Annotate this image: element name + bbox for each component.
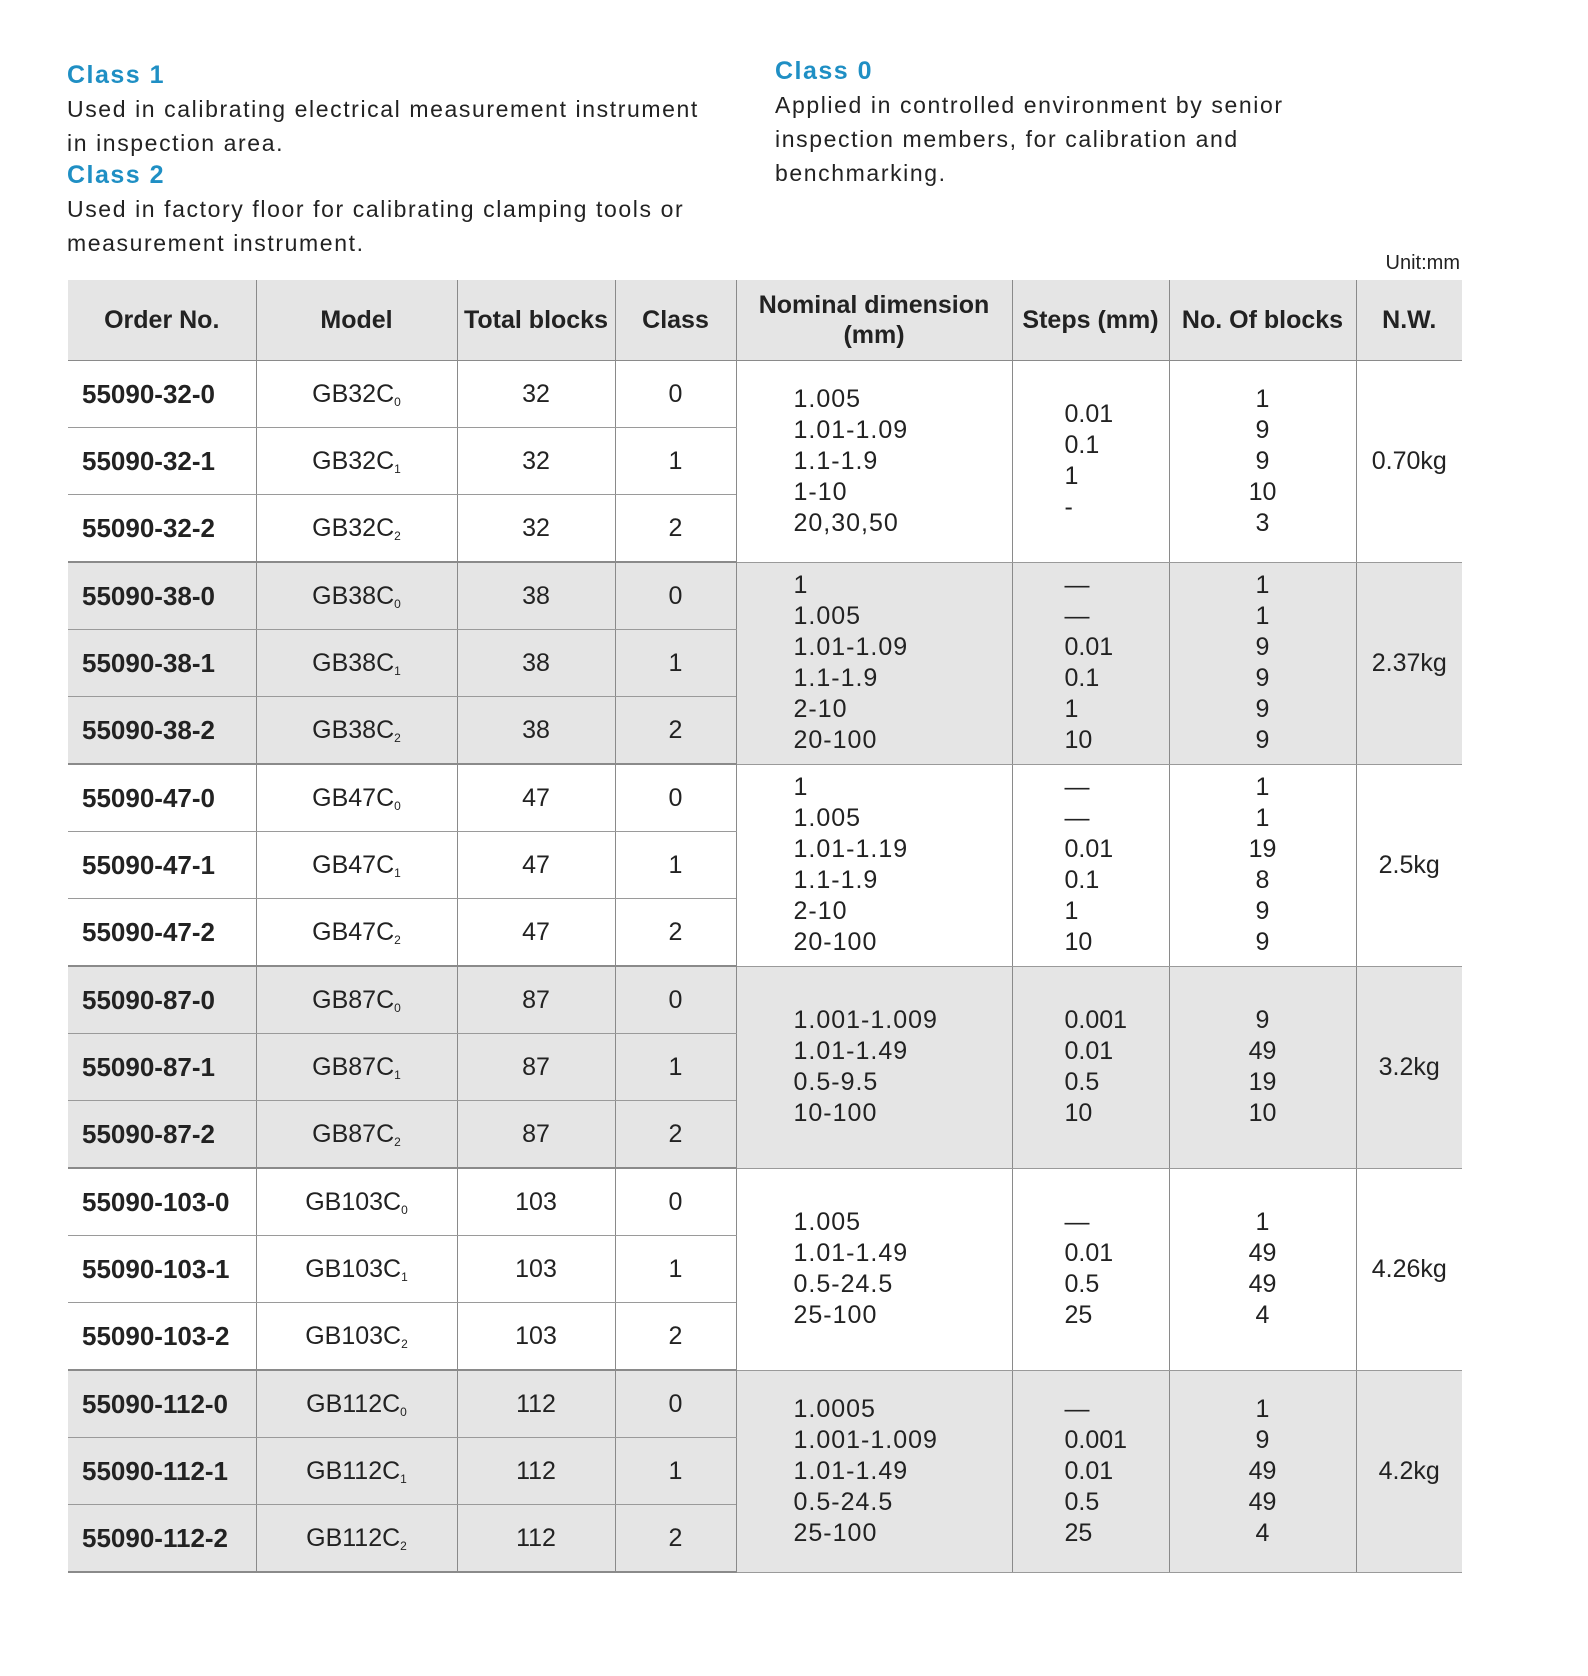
- total-blocks-cell: 47: [457, 832, 615, 899]
- model-cell: [256, 1236, 457, 1303]
- step-value: 1: [1064, 695, 1079, 723]
- total-blocks-cell: 38: [457, 630, 615, 697]
- steps-cell: [1012, 562, 1169, 764]
- net-weight-cell: 4.26kg: [1356, 1168, 1462, 1370]
- total-blocks-cell: 38: [457, 697, 615, 765]
- class-cell: 0: [615, 1370, 736, 1438]
- model-name: GB32C: [312, 513, 395, 542]
- model-class-subscript: 2: [394, 932, 401, 947]
- model-class-subscript: 0: [394, 394, 401, 409]
- order-no-cell: 55090-32-2: [68, 495, 256, 563]
- no-of-blocks-cell: [1169, 562, 1356, 764]
- class-cell: 1: [615, 630, 736, 697]
- total-blocks-cell: 87: [457, 1101, 615, 1169]
- header-total-blocks: Total blocks: [457, 280, 615, 361]
- order-no-cell: 55090-38-1: [68, 630, 256, 697]
- model-class-subscript: 1: [394, 1067, 401, 1082]
- total-blocks-cell: 32: [457, 428, 615, 495]
- model-name: GB38C: [312, 648, 395, 677]
- class-cell: 1: [615, 428, 736, 495]
- order-no-cell: 55090-47-1: [68, 832, 256, 899]
- total-blocks-cell: 103: [457, 1236, 615, 1303]
- model-name: GB112C: [306, 1456, 401, 1485]
- block-count-value: 9: [1255, 726, 1270, 754]
- nominal-dimension-cell: [736, 361, 1012, 563]
- steps-cell: [1012, 1168, 1169, 1370]
- model-cell: [256, 428, 457, 495]
- no-of-blocks-cell: [1169, 764, 1356, 966]
- total-blocks-cell: 112: [457, 1505, 615, 1573]
- model-name: GB87C: [312, 985, 395, 1014]
- header-model: Model: [256, 280, 457, 361]
- step-value: 0.5: [1064, 1487, 1100, 1516]
- class-cell: 0: [615, 1168, 736, 1236]
- model-name: GB103C: [305, 1321, 402, 1350]
- class-cell: 2: [615, 697, 736, 765]
- step-value: 10: [1064, 726, 1093, 754]
- model-name: GB87C: [312, 1119, 395, 1148]
- order-no-cell: 55090-103-2: [68, 1303, 256, 1371]
- nominal-dimension-cell: [736, 764, 1012, 966]
- step-value: 25: [1064, 1301, 1093, 1329]
- order-no-cell: 55090-38-2: [68, 697, 256, 765]
- class-cell: 2: [615, 495, 736, 563]
- model-class-subscript: 1: [394, 663, 401, 678]
- step-value: 0.01: [1064, 400, 1114, 429]
- order-no-cell: 55090-87-2: [68, 1101, 256, 1169]
- block-count-value: 19: [1248, 1068, 1277, 1096]
- model-class-subscript: 1: [401, 1269, 408, 1284]
- step-value: —: [1064, 1394, 1090, 1423]
- nominal-dimension-value: 10-100: [793, 1099, 878, 1127]
- nominal-dimension-value: 25-100: [793, 1518, 878, 1547]
- model-cell: [256, 697, 457, 765]
- model-class-subscript: 2: [400, 1538, 407, 1553]
- table-row: [68, 361, 1462, 428]
- order-no-cell: 55090-47-2: [68, 899, 256, 967]
- net-weight-cell: 0.70kg: [1356, 361, 1462, 563]
- model-cell: [256, 899, 457, 967]
- model-class-subscript: 1: [400, 1471, 407, 1486]
- model-name: GB103C: [305, 1187, 402, 1216]
- total-blocks-cell: 103: [457, 1303, 615, 1371]
- block-count-value: 49: [1248, 1487, 1277, 1516]
- step-value: 10: [1064, 1099, 1093, 1127]
- model-class-subscript: 0: [401, 1202, 408, 1217]
- nominal-dimension-cell: [736, 562, 1012, 764]
- no-of-blocks-cell: [1169, 966, 1356, 1168]
- nominal-dimension-value: 1.005: [793, 384, 862, 413]
- nominal-dimension-value: 1.1-1.9: [793, 866, 879, 894]
- block-count-value: 1: [1255, 1394, 1270, 1423]
- model-cell: [256, 1101, 457, 1169]
- block-count-value: 49: [1248, 1456, 1277, 1485]
- step-value: 10: [1064, 928, 1093, 956]
- class-0-title: Class 0: [775, 57, 874, 85]
- model-class-subscript: 2: [394, 730, 401, 745]
- block-count-value: 9: [1255, 446, 1270, 475]
- table-row: [68, 562, 1462, 630]
- step-value: 0.01: [1064, 1239, 1114, 1267]
- block-count-value: 9: [1255, 695, 1270, 723]
- step-value: 0.001: [1064, 1425, 1128, 1454]
- block-count-value: 9: [1255, 928, 1270, 956]
- total-blocks-cell: 87: [457, 1034, 615, 1101]
- nominal-dimension-value: 1: [793, 571, 809, 599]
- order-no-cell: 55090-112-2: [68, 1505, 256, 1573]
- unit-label: Unit:mm: [1385, 252, 1460, 274]
- block-count-value: 4: [1255, 1301, 1270, 1329]
- model-class-subscript: 0: [394, 798, 401, 813]
- model-class-subscript: 0: [400, 1404, 407, 1419]
- class-cell: 0: [615, 764, 736, 832]
- steps-cell: [1012, 764, 1169, 966]
- order-no-cell: 55090-87-0: [68, 966, 256, 1034]
- order-no-cell: 55090-103-1: [68, 1236, 256, 1303]
- nominal-dimension-value: 1.0005: [793, 1394, 876, 1423]
- header-nominal-dimension: Nominal dimension (mm): [736, 280, 1012, 361]
- nominal-dimension-value: 1.001-1.009: [793, 1425, 938, 1454]
- class-cell: 2: [615, 1101, 736, 1169]
- step-value: 0.01: [1064, 835, 1114, 863]
- block-count-value: 49: [1248, 1270, 1277, 1298]
- nominal-dimension-value: 1.005: [793, 804, 862, 832]
- nominal-dimension-value: 20-100: [793, 928, 878, 956]
- order-no-cell: 55090-32-0: [68, 361, 256, 428]
- model-cell: [256, 764, 457, 832]
- model-cell: [256, 1303, 457, 1371]
- class-cell: 1: [615, 1034, 736, 1101]
- block-count-value: 1: [1255, 773, 1270, 801]
- model-name: GB47C: [312, 783, 395, 812]
- order-no-cell: 55090-112-0: [68, 1370, 256, 1438]
- step-value: 1: [1064, 897, 1079, 925]
- nominal-dimension-value: 0.5-24.5: [793, 1487, 894, 1516]
- class-2-note: [67, 158, 707, 260]
- nominal-dimension-value: 2-10: [793, 695, 848, 723]
- order-no-cell: 55090-47-0: [68, 764, 256, 832]
- steps-cell: [1012, 1370, 1169, 1572]
- nominal-dimension-cell: [736, 966, 1012, 1168]
- header-steps: Steps (mm): [1012, 280, 1169, 361]
- class-2-title: Class 2: [67, 161, 166, 189]
- nominal-dimension-value: 1.01-1.49: [793, 1037, 909, 1065]
- step-value: 0.1: [1064, 664, 1100, 692]
- class-cell: 1: [615, 1438, 736, 1505]
- block-count-value: 9: [1255, 1006, 1270, 1034]
- model-class-subscript: 0: [394, 596, 401, 611]
- net-weight-cell: 3.2kg: [1356, 966, 1462, 1168]
- model-class-subscript: 1: [394, 865, 401, 880]
- total-blocks-cell: 103: [457, 1168, 615, 1236]
- nominal-dimension-value: 1.01-1.09: [793, 633, 909, 661]
- no-of-blocks-cell: [1169, 361, 1356, 563]
- model-name: GB32C: [312, 446, 395, 475]
- steps-cell: [1012, 361, 1169, 563]
- model-cell: [256, 1168, 457, 1236]
- nominal-dimension-value: 0.5-9.5: [793, 1068, 879, 1096]
- block-count-value: 49: [1248, 1239, 1277, 1267]
- model-name: GB38C: [312, 581, 395, 610]
- block-count-value: 1: [1255, 1208, 1270, 1236]
- nominal-dimension-value: 1-10: [793, 477, 848, 506]
- total-blocks-cell: 32: [457, 361, 615, 428]
- class-2-description: Used in factory floor for calibrating clamping tools or measurement instrument.: [67, 196, 685, 256]
- nominal-dimension-value: 1.1-1.9: [793, 446, 879, 475]
- total-blocks-cell: 47: [457, 899, 615, 967]
- class-1-description: Used in calibrating electrical measurement instrument in inspection area.: [67, 96, 699, 156]
- class-0-description: Applied in controlled environment by senior inspection members, for calibration and benchmarking.: [775, 92, 1284, 186]
- order-no-cell: 55090-38-0: [68, 562, 256, 630]
- order-no-cell: 55090-112-1: [68, 1438, 256, 1505]
- class-0-note: [775, 54, 1395, 190]
- header-net-weight: N.W.: [1356, 280, 1462, 361]
- model-cell: [256, 832, 457, 899]
- step-value: 0.01: [1064, 1037, 1114, 1065]
- model-cell: [256, 495, 457, 563]
- total-blocks-cell: 32: [457, 495, 615, 563]
- nominal-dimension-value: 20-100: [793, 726, 878, 754]
- model-cell: [256, 630, 457, 697]
- header-order-no: Order No.: [68, 280, 256, 361]
- class-descriptions: [67, 58, 1467, 278]
- net-weight-cell: 4.2kg: [1356, 1370, 1462, 1572]
- class-cell: 0: [615, 966, 736, 1034]
- step-value: 0.001: [1064, 1006, 1128, 1034]
- step-value: —: [1064, 804, 1090, 832]
- order-no-cell: 55090-32-1: [68, 428, 256, 495]
- model-class-subscript: 2: [394, 528, 401, 543]
- step-value: 0.5: [1064, 1270, 1100, 1298]
- block-count-value: 9: [1255, 897, 1270, 925]
- block-count-value: 49: [1248, 1037, 1277, 1065]
- block-count-value: 3: [1255, 508, 1270, 537]
- order-no-cell: 55090-87-1: [68, 1034, 256, 1101]
- gauge-block-spec-table: [68, 280, 1462, 1573]
- model-cell: [256, 966, 457, 1034]
- model-cell: [256, 1505, 457, 1573]
- class-cell: 2: [615, 1505, 736, 1573]
- table-header-row: [68, 280, 1462, 361]
- nominal-dimension-value: 0.5-24.5: [793, 1270, 894, 1298]
- nominal-dimension-value: 20,30,50: [793, 508, 899, 537]
- step-value: 0.1: [1064, 431, 1100, 460]
- table-row: [68, 966, 1462, 1034]
- model-class-subscript: 0: [394, 1000, 401, 1015]
- class-cell: 1: [615, 832, 736, 899]
- nominal-dimension-value: 1.1-1.9: [793, 664, 879, 692]
- step-value: —: [1064, 1208, 1090, 1236]
- block-count-value: 9: [1255, 415, 1270, 444]
- model-name: GB32C: [312, 379, 395, 408]
- block-count-value: 19: [1248, 835, 1277, 863]
- step-value: -: [1064, 493, 1073, 522]
- nominal-dimension-value: 1.005: [793, 602, 862, 630]
- block-count-value: 1: [1255, 804, 1270, 832]
- net-weight-cell: 2.37kg: [1356, 562, 1462, 764]
- model-name: GB38C: [312, 715, 395, 744]
- model-name: GB103C: [305, 1254, 402, 1283]
- model-class-subscript: 2: [401, 1336, 408, 1351]
- step-value: 0.01: [1064, 1456, 1114, 1485]
- model-name: GB47C: [312, 850, 395, 879]
- step-value: —: [1064, 571, 1090, 599]
- table-row: [68, 1168, 1462, 1236]
- block-count-value: 4: [1255, 1518, 1270, 1547]
- step-value: —: [1064, 602, 1090, 630]
- table-body: [68, 361, 1462, 1573]
- nominal-dimension-value: 1.005: [793, 1208, 862, 1236]
- model-class-subscript: 1: [394, 461, 401, 476]
- class-1-title: Class 1: [67, 61, 166, 89]
- nominal-dimension-value: 1.01-1.49: [793, 1456, 909, 1485]
- class-cell: 2: [615, 1303, 736, 1371]
- model-cell: [256, 1370, 457, 1438]
- class-cell: 0: [615, 361, 736, 428]
- block-count-value: 9: [1255, 664, 1270, 692]
- order-no-cell: 55090-103-0: [68, 1168, 256, 1236]
- class-cell: 0: [615, 562, 736, 630]
- model-cell: [256, 1438, 457, 1505]
- model-name: GB47C: [312, 917, 395, 946]
- total-blocks-cell: 47: [457, 764, 615, 832]
- table-row: [68, 764, 1462, 832]
- block-count-value: 10: [1248, 1099, 1277, 1127]
- block-count-value: 1: [1255, 571, 1270, 599]
- total-blocks-cell: 87: [457, 966, 615, 1034]
- class-cell: 1: [615, 1236, 736, 1303]
- block-count-value: 9: [1255, 1425, 1270, 1454]
- nominal-dimension-value: 25-100: [793, 1301, 878, 1329]
- no-of-blocks-cell: [1169, 1168, 1356, 1370]
- block-count-value: 1: [1255, 384, 1270, 413]
- model-name: GB112C: [306, 1523, 401, 1552]
- table-row: [68, 1370, 1462, 1438]
- block-count-value: 1: [1255, 602, 1270, 630]
- model-cell: [256, 1034, 457, 1101]
- nominal-dimension-value: 2-10: [793, 897, 848, 925]
- model-cell: [256, 361, 457, 428]
- block-count-value: 9: [1255, 633, 1270, 661]
- block-count-value: 8: [1255, 866, 1270, 894]
- model-name: GB112C: [306, 1389, 401, 1418]
- class-1-note: [67, 58, 707, 160]
- header-no-of-blocks: No. Of blocks: [1169, 280, 1356, 361]
- class-cell: 2: [615, 899, 736, 967]
- model-name: GB87C: [312, 1052, 395, 1081]
- nominal-dimension-cell: [736, 1370, 1012, 1572]
- steps-cell: [1012, 966, 1169, 1168]
- nominal-dimension-cell: [736, 1168, 1012, 1370]
- step-value: 0.1: [1064, 866, 1100, 894]
- step-value: 1: [1064, 462, 1079, 491]
- total-blocks-cell: 112: [457, 1438, 615, 1505]
- step-value: —: [1064, 773, 1090, 801]
- step-value: 0.01: [1064, 633, 1114, 661]
- net-weight-cell: 2.5kg: [1356, 764, 1462, 966]
- model-class-subscript: 2: [394, 1134, 401, 1149]
- model-cell: [256, 562, 457, 630]
- header-class: Class: [615, 280, 736, 361]
- nominal-dimension-value: 1.01-1.19: [793, 835, 909, 863]
- step-value: 25: [1064, 1518, 1093, 1547]
- total-blocks-cell: 112: [457, 1370, 615, 1438]
- nominal-dimension-value: 1.001-1.009: [793, 1006, 938, 1034]
- nominal-dimension-value: 1.01-1.49: [793, 1239, 909, 1267]
- no-of-blocks-cell: [1169, 1370, 1356, 1572]
- step-value: 0.5: [1064, 1068, 1100, 1096]
- nominal-dimension-value: 1.01-1.09: [793, 415, 909, 444]
- total-blocks-cell: 38: [457, 562, 615, 630]
- nominal-dimension-value: 1: [793, 773, 809, 801]
- block-count-value: 10: [1248, 477, 1277, 506]
